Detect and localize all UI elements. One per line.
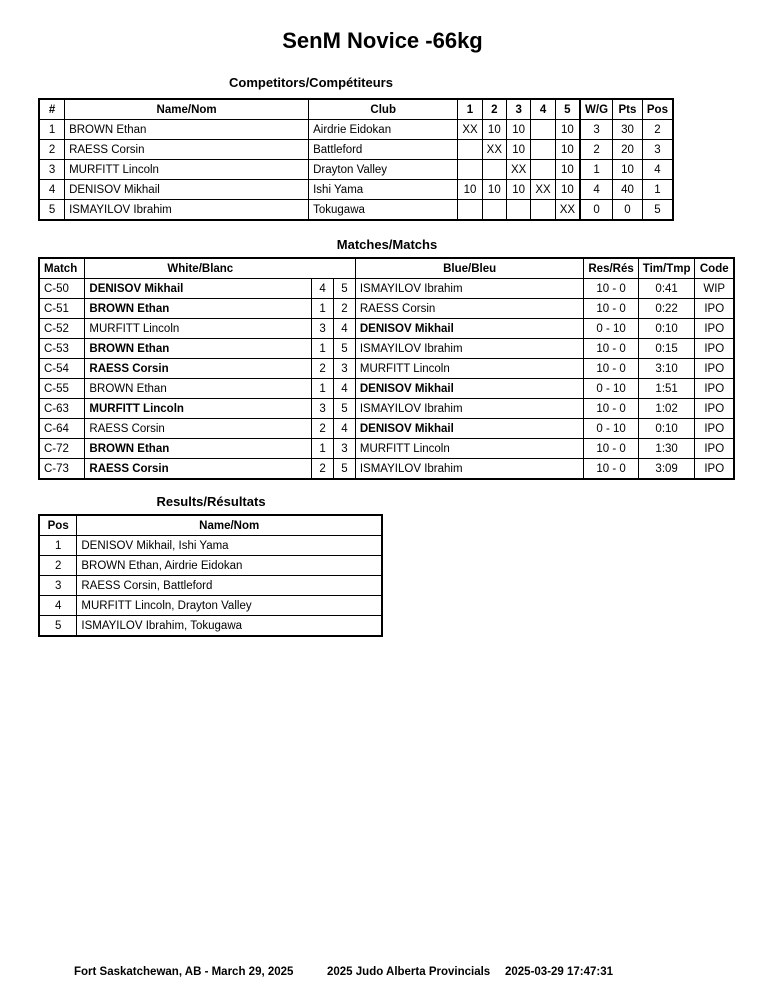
- match-white-name: RAESS Corsin: [85, 459, 312, 480]
- matches-heading: Matches/Matchs: [336, 237, 438, 252]
- match-white-num: 1: [312, 439, 334, 459]
- match-id: C-50: [39, 279, 85, 299]
- competitor-score-r3: XX: [507, 160, 531, 180]
- match-time: 1:30: [638, 439, 695, 459]
- match-blue-num: 4: [334, 419, 356, 439]
- match-blue-num: 3: [334, 359, 356, 379]
- match-time: 3:09: [638, 459, 695, 480]
- match-white-num: 1: [312, 339, 334, 359]
- match-blue-name: DENISOV Mikhail: [355, 419, 584, 439]
- competitor-score-r4: [531, 120, 555, 140]
- matches-header-row: [39, 258, 734, 279]
- match-white-name: MURFITT Lincoln: [85, 399, 312, 419]
- competitors-heading: Competitors/Compétiteurs: [229, 75, 393, 90]
- col-blue: Blue/Bleu: [355, 258, 584, 279]
- competitor-club: Drayton Valley: [309, 160, 458, 180]
- match-white-name: DENISOV Mikhail: [85, 279, 312, 299]
- competitor-score-r2: [482, 160, 506, 180]
- match-blue-num: 4: [334, 379, 356, 399]
- match-time: 0:15: [638, 339, 695, 359]
- match-code: IPO: [695, 379, 734, 399]
- competitor-num: 1: [39, 120, 65, 140]
- match-id: C-55: [39, 379, 85, 399]
- result-row: [39, 556, 382, 576]
- competitor-wg: 2: [580, 140, 613, 160]
- competitor-score-r2: 10: [482, 180, 506, 200]
- match-code: IPO: [695, 399, 734, 419]
- competitor-row: [39, 160, 673, 180]
- competitor-score-r2: XX: [482, 140, 506, 160]
- competitor-score-r4: [531, 140, 555, 160]
- competitor-pos: 2: [642, 120, 673, 140]
- match-result: 10 - 0: [584, 459, 638, 480]
- match-time: 1:02: [638, 399, 695, 419]
- competitor-score-r3: 10: [507, 180, 531, 200]
- col-white: White/Blanc: [85, 258, 355, 279]
- competitor-score-r4: [531, 160, 555, 180]
- col-name: Name/Nom: [77, 515, 382, 536]
- col-r1: 1: [458, 99, 482, 120]
- match-id: C-63: [39, 399, 85, 419]
- match-blue-name: MURFITT Lincoln: [355, 359, 584, 379]
- match-blue-num: 5: [334, 279, 356, 299]
- competitor-club: Airdrie Eidokan: [309, 120, 458, 140]
- competitor-score-r1: [458, 140, 482, 160]
- competitor-pts: 20: [613, 140, 643, 160]
- result-name: MURFITT Lincoln, Drayton Valley: [77, 596, 382, 616]
- match-white-name: BROWN Ethan: [85, 439, 312, 459]
- match-row: [39, 419, 734, 439]
- match-code: IPO: [695, 459, 734, 480]
- result-name: BROWN Ethan, Airdrie Eidokan: [77, 556, 382, 576]
- competitor-score-r5: 10: [555, 140, 580, 160]
- competitor-score-r2: 10: [482, 120, 506, 140]
- competitor-score-r1: [458, 160, 482, 180]
- col-code: Code: [695, 258, 734, 279]
- match-time: 0:10: [638, 319, 695, 339]
- result-pos: 4: [39, 596, 77, 616]
- competitors-table: [38, 98, 674, 221]
- competitor-score-r4: [531, 200, 555, 221]
- competitor-score-r3: 10: [507, 140, 531, 160]
- match-result: 10 - 0: [584, 339, 638, 359]
- competitor-score-r3: [507, 200, 531, 221]
- col-wg: W/G: [580, 99, 613, 120]
- competitor-name: RAESS Corsin: [65, 140, 309, 160]
- competitor-wg: 1: [580, 160, 613, 180]
- match-result: 10 - 0: [584, 279, 638, 299]
- match-white-num: 3: [312, 399, 334, 419]
- footer-timestamp: 2025-03-29 17:47:31: [505, 966, 614, 978]
- match-id: C-53: [39, 339, 85, 359]
- match-white-name: BROWN Ethan: [85, 299, 312, 319]
- result-pos: 2: [39, 556, 77, 576]
- match-time: 1:51: [638, 379, 695, 399]
- match-white-name: MURFITT Lincoln: [85, 319, 312, 339]
- match-blue-name: ISMAYILOV Ibrahim: [355, 399, 584, 419]
- match-blue-num: 2: [334, 299, 356, 319]
- match-id: C-72: [39, 439, 85, 459]
- competitor-pts: 0: [613, 200, 643, 221]
- match-blue-name: MURFITT Lincoln: [355, 439, 584, 459]
- match-blue-num: 4: [334, 319, 356, 339]
- match-time: 0:10: [638, 419, 695, 439]
- match-blue-num: 5: [334, 399, 356, 419]
- match-id: C-73: [39, 459, 85, 480]
- competitor-row: [39, 200, 673, 221]
- result-row: [39, 576, 382, 596]
- match-white-num: 1: [312, 379, 334, 399]
- col-r5: 5: [555, 99, 580, 120]
- page-title: SenM Novice -66kg: [282, 28, 483, 53]
- competitor-wg: 0: [580, 200, 613, 221]
- match-time: 0:22: [638, 299, 695, 319]
- match-result: 10 - 0: [584, 299, 638, 319]
- result-name: ISMAYILOV Ibrahim, Tokugawa: [77, 616, 382, 637]
- match-code: IPO: [695, 419, 734, 439]
- col-res: Res/Rés: [584, 258, 638, 279]
- match-blue-name: DENISOV Mikhail: [355, 379, 584, 399]
- match-code: IPO: [695, 439, 734, 459]
- competitor-club: Tokugawa: [309, 200, 458, 221]
- competitor-club: Battleford: [309, 140, 458, 160]
- competitor-score-r1: [458, 200, 482, 221]
- col-r4: 4: [531, 99, 555, 120]
- competitor-name: MURFITT Lincoln: [65, 160, 309, 180]
- competitor-row: [39, 180, 673, 200]
- col-pts: Pts: [613, 99, 643, 120]
- competitor-score-r1: XX: [458, 120, 482, 140]
- competitor-wg: 3: [580, 120, 613, 140]
- match-row: [39, 319, 734, 339]
- match-white-num: 1: [312, 299, 334, 319]
- match-blue-name: ISMAYILOV Ibrahim: [355, 459, 584, 480]
- competitors-header-row: [39, 99, 673, 120]
- match-id: C-54: [39, 359, 85, 379]
- col-pos: Pos: [642, 99, 673, 120]
- footer-event: 2025 Judo Alberta Provincials: [327, 966, 491, 978]
- match-row: [39, 379, 734, 399]
- match-blue-name: RAESS Corsin: [355, 299, 584, 319]
- match-blue-num: 3: [334, 439, 356, 459]
- matches-table: [38, 257, 735, 480]
- col-r3: 3: [507, 99, 531, 120]
- competitor-score-r5: 10: [555, 180, 580, 200]
- competitor-pos: 4: [642, 160, 673, 180]
- result-pos: 1: [39, 536, 77, 556]
- result-row: [39, 596, 382, 616]
- match-result: 0 - 10: [584, 419, 638, 439]
- match-white-name: BROWN Ethan: [85, 379, 312, 399]
- match-white-num: 2: [312, 459, 334, 480]
- competitor-club: Ishi Yama: [309, 180, 458, 200]
- competitor-score-r4: XX: [531, 180, 555, 200]
- competitor-name: DENISOV Mikhail: [65, 180, 309, 200]
- match-result: 10 - 0: [584, 399, 638, 419]
- competitor-pts: 10: [613, 160, 643, 180]
- match-white-name: RAESS Corsin: [85, 419, 312, 439]
- match-id: C-64: [39, 419, 85, 439]
- match-blue-name: ISMAYILOV Ibrahim: [355, 279, 584, 299]
- match-row: [39, 459, 734, 480]
- match-row: [39, 399, 734, 419]
- competitor-name: ISMAYILOV Ibrahim: [65, 200, 309, 221]
- match-result: 0 - 10: [584, 319, 638, 339]
- match-row: [39, 299, 734, 319]
- match-row: [39, 359, 734, 379]
- match-white-num: 2: [312, 359, 334, 379]
- match-white-num: 2: [312, 419, 334, 439]
- col-club: Club: [309, 99, 458, 120]
- col-num: #: [39, 99, 65, 120]
- competitor-pts: 40: [613, 180, 643, 200]
- competitor-score-r5: 10: [555, 160, 580, 180]
- col-pos: Pos: [39, 515, 77, 536]
- result-row: [39, 536, 382, 556]
- competitor-num: 2: [39, 140, 65, 160]
- competitor-name: BROWN Ethan: [65, 120, 309, 140]
- match-row: [39, 279, 734, 299]
- match-id: C-52: [39, 319, 85, 339]
- match-row: [39, 339, 734, 359]
- col-r2: 2: [482, 99, 506, 120]
- competitor-wg: 4: [580, 180, 613, 200]
- result-name: RAESS Corsin, Battleford: [77, 576, 382, 596]
- match-blue-name: DENISOV Mikhail: [355, 319, 584, 339]
- match-id: C-51: [39, 299, 85, 319]
- match-result: 0 - 10: [584, 379, 638, 399]
- results-heading: Results/Résultats: [156, 494, 266, 509]
- col-name: Name/Nom: [65, 99, 309, 120]
- result-name: DENISOV Mikhail, Ishi Yama: [77, 536, 382, 556]
- col-time: Tim/Tmp: [638, 258, 695, 279]
- result-pos: 3: [39, 576, 77, 596]
- results-header-row: [39, 515, 382, 536]
- competitor-pos: 3: [642, 140, 673, 160]
- footer-location: Fort Saskatchewan, AB - March 29, 2025: [74, 966, 294, 978]
- result-row: [39, 616, 382, 637]
- match-code: WIP: [695, 279, 734, 299]
- match-result: 10 - 0: [584, 359, 638, 379]
- competitor-score-r3: 10: [507, 120, 531, 140]
- match-blue-num: 5: [334, 459, 356, 480]
- match-white-name: RAESS Corsin: [85, 359, 312, 379]
- competitor-num: 4: [39, 180, 65, 200]
- match-time: 0:41: [638, 279, 695, 299]
- match-code: IPO: [695, 319, 734, 339]
- competitor-pos: 5: [642, 200, 673, 221]
- competitor-row: [39, 120, 673, 140]
- competitor-score-r5: 10: [555, 120, 580, 140]
- competitor-score-r5: XX: [555, 200, 580, 221]
- match-white-name: BROWN Ethan: [85, 339, 312, 359]
- match-code: IPO: [695, 339, 734, 359]
- results-table: [38, 514, 383, 637]
- result-pos: 5: [39, 616, 77, 637]
- col-match: Match: [39, 258, 85, 279]
- match-white-num: 3: [312, 319, 334, 339]
- match-time: 3:10: [638, 359, 695, 379]
- match-row: [39, 439, 734, 459]
- competitor-pts: 30: [613, 120, 643, 140]
- match-code: IPO: [695, 359, 734, 379]
- competitor-score-r1: 10: [458, 180, 482, 200]
- competitor-pos: 1: [642, 180, 673, 200]
- match-blue-name: ISMAYILOV Ibrahim: [355, 339, 584, 359]
- match-result: 10 - 0: [584, 439, 638, 459]
- match-code: IPO: [695, 299, 734, 319]
- match-blue-num: 5: [334, 339, 356, 359]
- competitor-num: 3: [39, 160, 65, 180]
- competitor-num: 5: [39, 200, 65, 221]
- competitor-score-r2: [482, 200, 506, 221]
- competitor-row: [39, 140, 673, 160]
- match-white-num: 4: [312, 279, 334, 299]
